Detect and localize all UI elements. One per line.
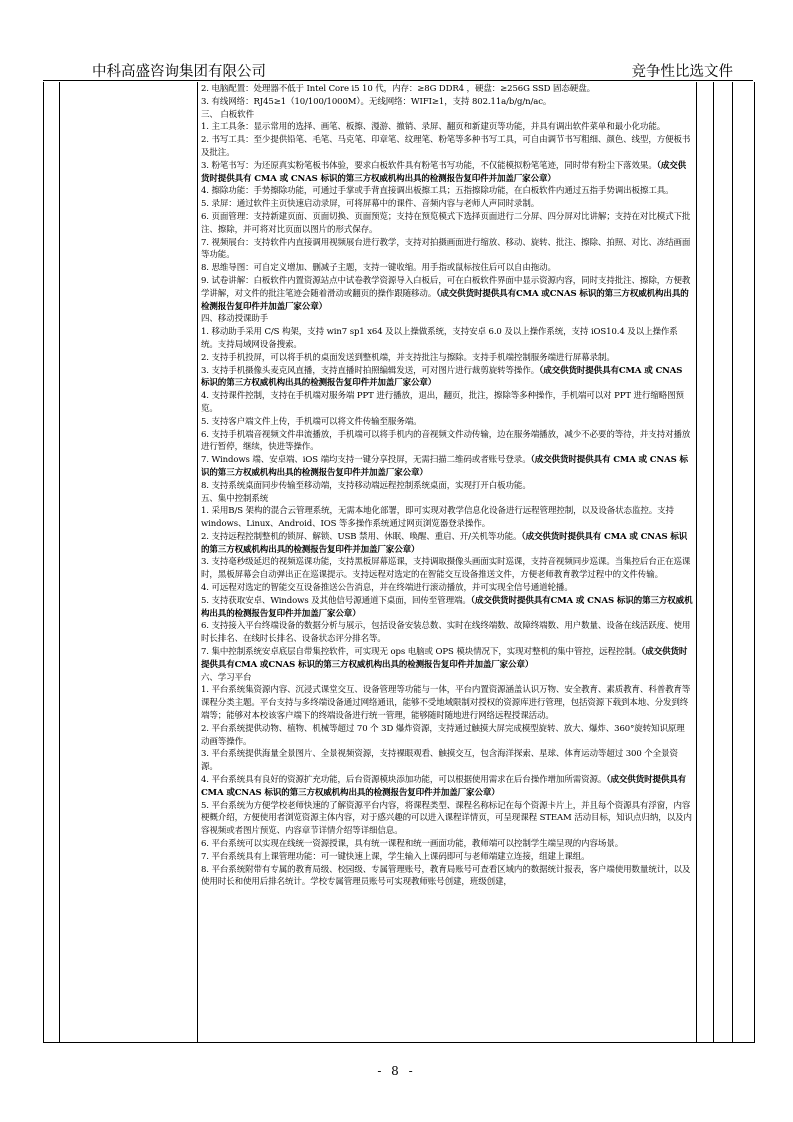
table-column-divider bbox=[197, 82, 198, 1042]
spec-line bbox=[201, 365, 693, 391]
spec-text: 9. 试卷讲解：白板软件内置资源站点中试卷教学资源导入白板后，可在白板软件界面中显示资源内容，同时支持批注、擦除，方便教学讲解，对文件的批注笔迹会随着滑动或翻页的操作跟随移动。 bbox=[201, 275, 691, 299]
spec-line bbox=[201, 160, 693, 186]
spec-line: 5. 支持客户端文件上传，手机端可以将文件传输至服务端。 bbox=[201, 416, 422, 427]
spec-line: 5. 录屏：通过软件主页快速启动录屏，可将屏幕中的课件、音频内容与老师人声同时录制。 bbox=[201, 199, 540, 210]
section-heading: 五、集中控制系统 bbox=[201, 493, 269, 504]
spec-line: 5. 平台系统为方便学校老师快速的了解资源平台内容，将课程类型、课程名称标记在每个资源卡片上，并且每个资源具有浮窗，内容梗概介绍，方便使用者浏览资源主体内容，对于感兴趣的可以进入课程详情页，可呈现课程 STEAM 活动目标，知识点归纳，以及内容视频或者图片预览、内容章节详情介绍等详细信息。 bbox=[201, 800, 692, 837]
certification-note: （成交供货时提供具有CMA 或 CNAS 标识的第三方权威机构出具的检测报告复印件并加盖厂家公章） bbox=[201, 365, 683, 389]
certification-note: （成交供货时提供具有CMA 或CNAS 标识的第三方权威机构出具的检测报告复印件并加盖厂家公章） bbox=[201, 288, 689, 312]
certification-note: （成交供货时提供具有 CMA 或 CNAS 标识的第三方权威机构出具的检测报告复印件并加盖厂家公章） bbox=[201, 455, 688, 478]
spec-line: 3. 有线网络：RJ45≥1（10/100/1000M）。无线网络：WIFI≥1，支持 802.11a/b/g/n/ac。 bbox=[201, 96, 552, 107]
spec-line: 6. 平台系统可以实现在线统一资源授课，具有统一课程和统一画面功能，教师端可以控制学生端呈现的内容场景。 bbox=[201, 839, 624, 850]
section-heading: 四、移动授课助手 bbox=[201, 314, 269, 325]
section-heading: 六、学习平台 bbox=[201, 672, 252, 683]
spec-line: 4. 支持课件控制，支持在手机端对服务端 PPT 进行播放，退出，翻页，批注，擦除等多种操作，手机端可以对 PPT 进行缩略图预览。 bbox=[201, 391, 684, 414]
section-heading: 三、 白板软件 bbox=[201, 109, 255, 120]
spec-line: 4. 可远程对选定的智能交互设备推送公告消息，并在终端进行滚动播放，并可实现全信号通道轮播。 bbox=[201, 583, 573, 594]
spec-line bbox=[201, 774, 693, 800]
spec-line bbox=[201, 595, 693, 621]
spec-line bbox=[201, 531, 693, 557]
spec-line: 2. 支持手机投屏，可以将手机的桌面发送到整机端，并支持批注与擦除。支持手机端控制服务端进行屏幕录制。 bbox=[201, 352, 615, 363]
certification-note: （成交供货时提供具有 CMA 或 CNAS 标识的第三方权威机构出具的检测报告复印件并加盖厂家公章） bbox=[201, 531, 688, 555]
spec-line: 2. 书写工具：至少提供铅笔、毛笔、马克笔、印章笔、纹理笔、粉笔等多种书写工具，可自由调节书写粗细、颜色、线型，方便板书及批注。 bbox=[201, 135, 691, 158]
certification-note: （成交供货时提供具有CMA 或 CNAS 标识的第三方权威机构出具的检测报告复印件并加盖厂家公章） bbox=[201, 595, 693, 619]
spec-line bbox=[201, 646, 693, 672]
spec-text: 3. 支持手机摄像头麦克风直播，支持直播时拍照编辑发送，可对图片进行裁剪旋转等操作。 bbox=[201, 365, 540, 376]
spec-line: 4. 擦除功能：手势擦除功能，可通过手掌或手背直接调出板擦工具；五指擦除功能，在白板软件内通过五指手势调出板擦工具。 bbox=[201, 186, 674, 197]
table-column-divider bbox=[59, 82, 60, 1042]
spec-line: 8. 平台系统附带有专属的教育局级、校园级、专属管理账号，教育局账号可查看区域内的数据统计报表，客户端使用数量统计，以及使用时长和使用后排名统计。学校专属管理员账号可实现教师账号创建，班级创建， bbox=[201, 864, 691, 888]
spec-line: 1. 移动助手采用 C/S 构架，支持 win7 sp1 x64 及以上操做系统，支持安卓 6.0 及以上操作系统，支持 iOS10.4 及以上操作系统。支持局域网设备搜索。 bbox=[201, 327, 678, 350]
spec-text: 4. 平台系统具有良好的资源扩充功能，后台资源模块添加功能，可以根据使用需求在后台操作增加所需资源。 bbox=[201, 775, 607, 786]
spec-line: 1. 采用B/S 架构的混合云管理系统，无需本地化部署，即可实现对教学信息化设备进行远程管理控制，以及设备状态监控。支持 windows、Linux、Android、IOS 等多操作系统通过网页浏览器登录操作。 bbox=[201, 506, 674, 530]
table-column-divider bbox=[732, 82, 733, 1042]
table-column-divider bbox=[696, 82, 697, 1042]
spec-text: 7. Windows 端、安卓端、iOS 端均支持一键分享投屏，无需扫描二维码或者账号登录。 bbox=[201, 455, 531, 466]
spec-line: 7. 平台系统具有上课管理功能：可一键快速上课，学生输入上课码即可与老师端建立连接，组建上课组。 bbox=[201, 851, 590, 862]
spec-line: 6. 页面管理：支持新建页面、页面切换、页面预览；支持在预览模式下选择页面进行二分屏、四分屏对比讲解；支持在对比模式下批注、擦除，并可将对比页面以图片的形式保存。 bbox=[201, 211, 691, 235]
company-name: 中科高盛咨询集团有限公司 bbox=[92, 64, 266, 80]
document-type: 竞争性比选文件 bbox=[631, 64, 733, 80]
page-number: - 8 - bbox=[377, 1064, 416, 1078]
spec-line: 2. 电脑配置：处理器不低于 Intel Core i5 10 代，内存：≥8G DDR4 ，硬盘：≥256G SSD 固态硬盘。 bbox=[201, 84, 595, 94]
spec-line: 6. 支持手机端音视频文件串流播放，手机端可以将手机内的音视频文件动传输，边在服务端播放，减少不必要的等待，并支持对播放进行暂停，继续，快进等操作。 bbox=[201, 429, 691, 453]
certification-note: （成交供货时提供具有 CMA 或 CNAS 标识的第三方权威机构出具的检测报告复印件并加盖厂家公章） bbox=[201, 160, 687, 184]
spec-line: 8. 支持系统桌面同步传输至移动端，支持移动端远程控制系统桌面，实现打开白板功能。 bbox=[201, 480, 531, 491]
spec-text: 3. 粉笔书写：为还原真实粉笔板书体验，要求白板软件具有粉笔书写功能，不仅能模拟粉笔笔迹，同时带有粉尘下落效果。 bbox=[201, 160, 657, 171]
spec-line: 8. 思维导图：可自定义增加、删减子主题，支持一键收缩。用手指或鼠标按住后可以自由拖动。 bbox=[201, 263, 556, 274]
certification-note: （成交供货时提供具有CMA 或CNAS 标识的第三方权威机构出具的检测报告复印件并加盖厂家公章） bbox=[201, 775, 687, 798]
spec-line bbox=[201, 454, 693, 480]
spec-table bbox=[43, 82, 755, 1043]
spec-line: 7. 视频展台：支持软件内直接调用视频展台进行教学，支持对拍摄画面进行缩放、移动、旋转、批注、擦除、拍照、对比、冻结画面等功能。 bbox=[201, 237, 691, 261]
spec-line: 3. 平台系统提供海量全景图片、全景视频资源，支持裸眼观看、触摸交互，包含海洋探索、星球、体育运动等超过 300 个全景资源。 bbox=[201, 749, 678, 773]
table-column-divider bbox=[713, 82, 714, 1042]
spec-line: 6. 支持接入平台终端设备的数据分析与展示，包括设备安装总数、实时在线终端数、故障终端数、用户数量、设备在线活跃度、使用时长排名、在线时长排名、设备状态评分排名等。 bbox=[201, 621, 691, 645]
spec-text: 2. 支持远程控制整机的锁屏、解锁、USB 禁用、休眠、唤醒、重启、开/关机等功能。 bbox=[201, 531, 522, 542]
certification-note: （成交供货时提供具有CMA 或CNAS 标识的第三方权威机构出具的检测报告复印件并加盖厂家公章） bbox=[201, 647, 688, 670]
header-rule bbox=[43, 80, 753, 81]
spec-line: 2. 平台系统提供动物、植物、机械等超过 70 个 3D 爆炸资源，支持通过触摸大屏完成模型旋转、放大、爆炸、360°旋转知识原理动画等操作。 bbox=[201, 723, 685, 747]
spec-line: 3. 支持毫秒级延迟的视频巡课功能，支持黑板屏幕巡课，支持调取摄像头画面实时巡课，支持音视频同步巡课。当集控后台正在巡课时，黑板屏幕会自动弹出正在巡课提示。支持远程对选定的在智能交互设备推送文件，方便老师教育教学过程中的文件传输。 bbox=[201, 557, 691, 581]
spec-description-cell bbox=[201, 83, 693, 1038]
spec-line bbox=[201, 275, 693, 313]
spec-text: 5. 支持获取安卓、Windows 及其他信号源通道下桌面，回传至管理端。 bbox=[201, 595, 471, 606]
spec-line: 1. 平台系统集资源内容、沉浸式课堂交互、设备管理等功能与一体，平台内置资源涵盖认识万物、安全教育、素质教育、科普教育等课程分类主题。平台支持与多终端设备通过网络通讯，能够不受地域限制对授权的资源库进行管理，包括资源下载到本地、分发到终端等；能够对本校该客户端下的终端设备进行统一管理，能够随时随地进行网络远程授课活动。 bbox=[201, 685, 691, 722]
spec-line: 1. 主工具条：显示常用的选择、画笔、板擦、漫游、撤销、录屏、翻页和新建页等功能，并具有调出软件菜单和最小化功能。 bbox=[201, 122, 666, 133]
spec-text: 7. 集中控制系统安卓底层自带集控软件，可实现无 ops 电脑或 OPS 模块情况下，实现对整机的集中管控，远程控制。 bbox=[201, 647, 642, 658]
